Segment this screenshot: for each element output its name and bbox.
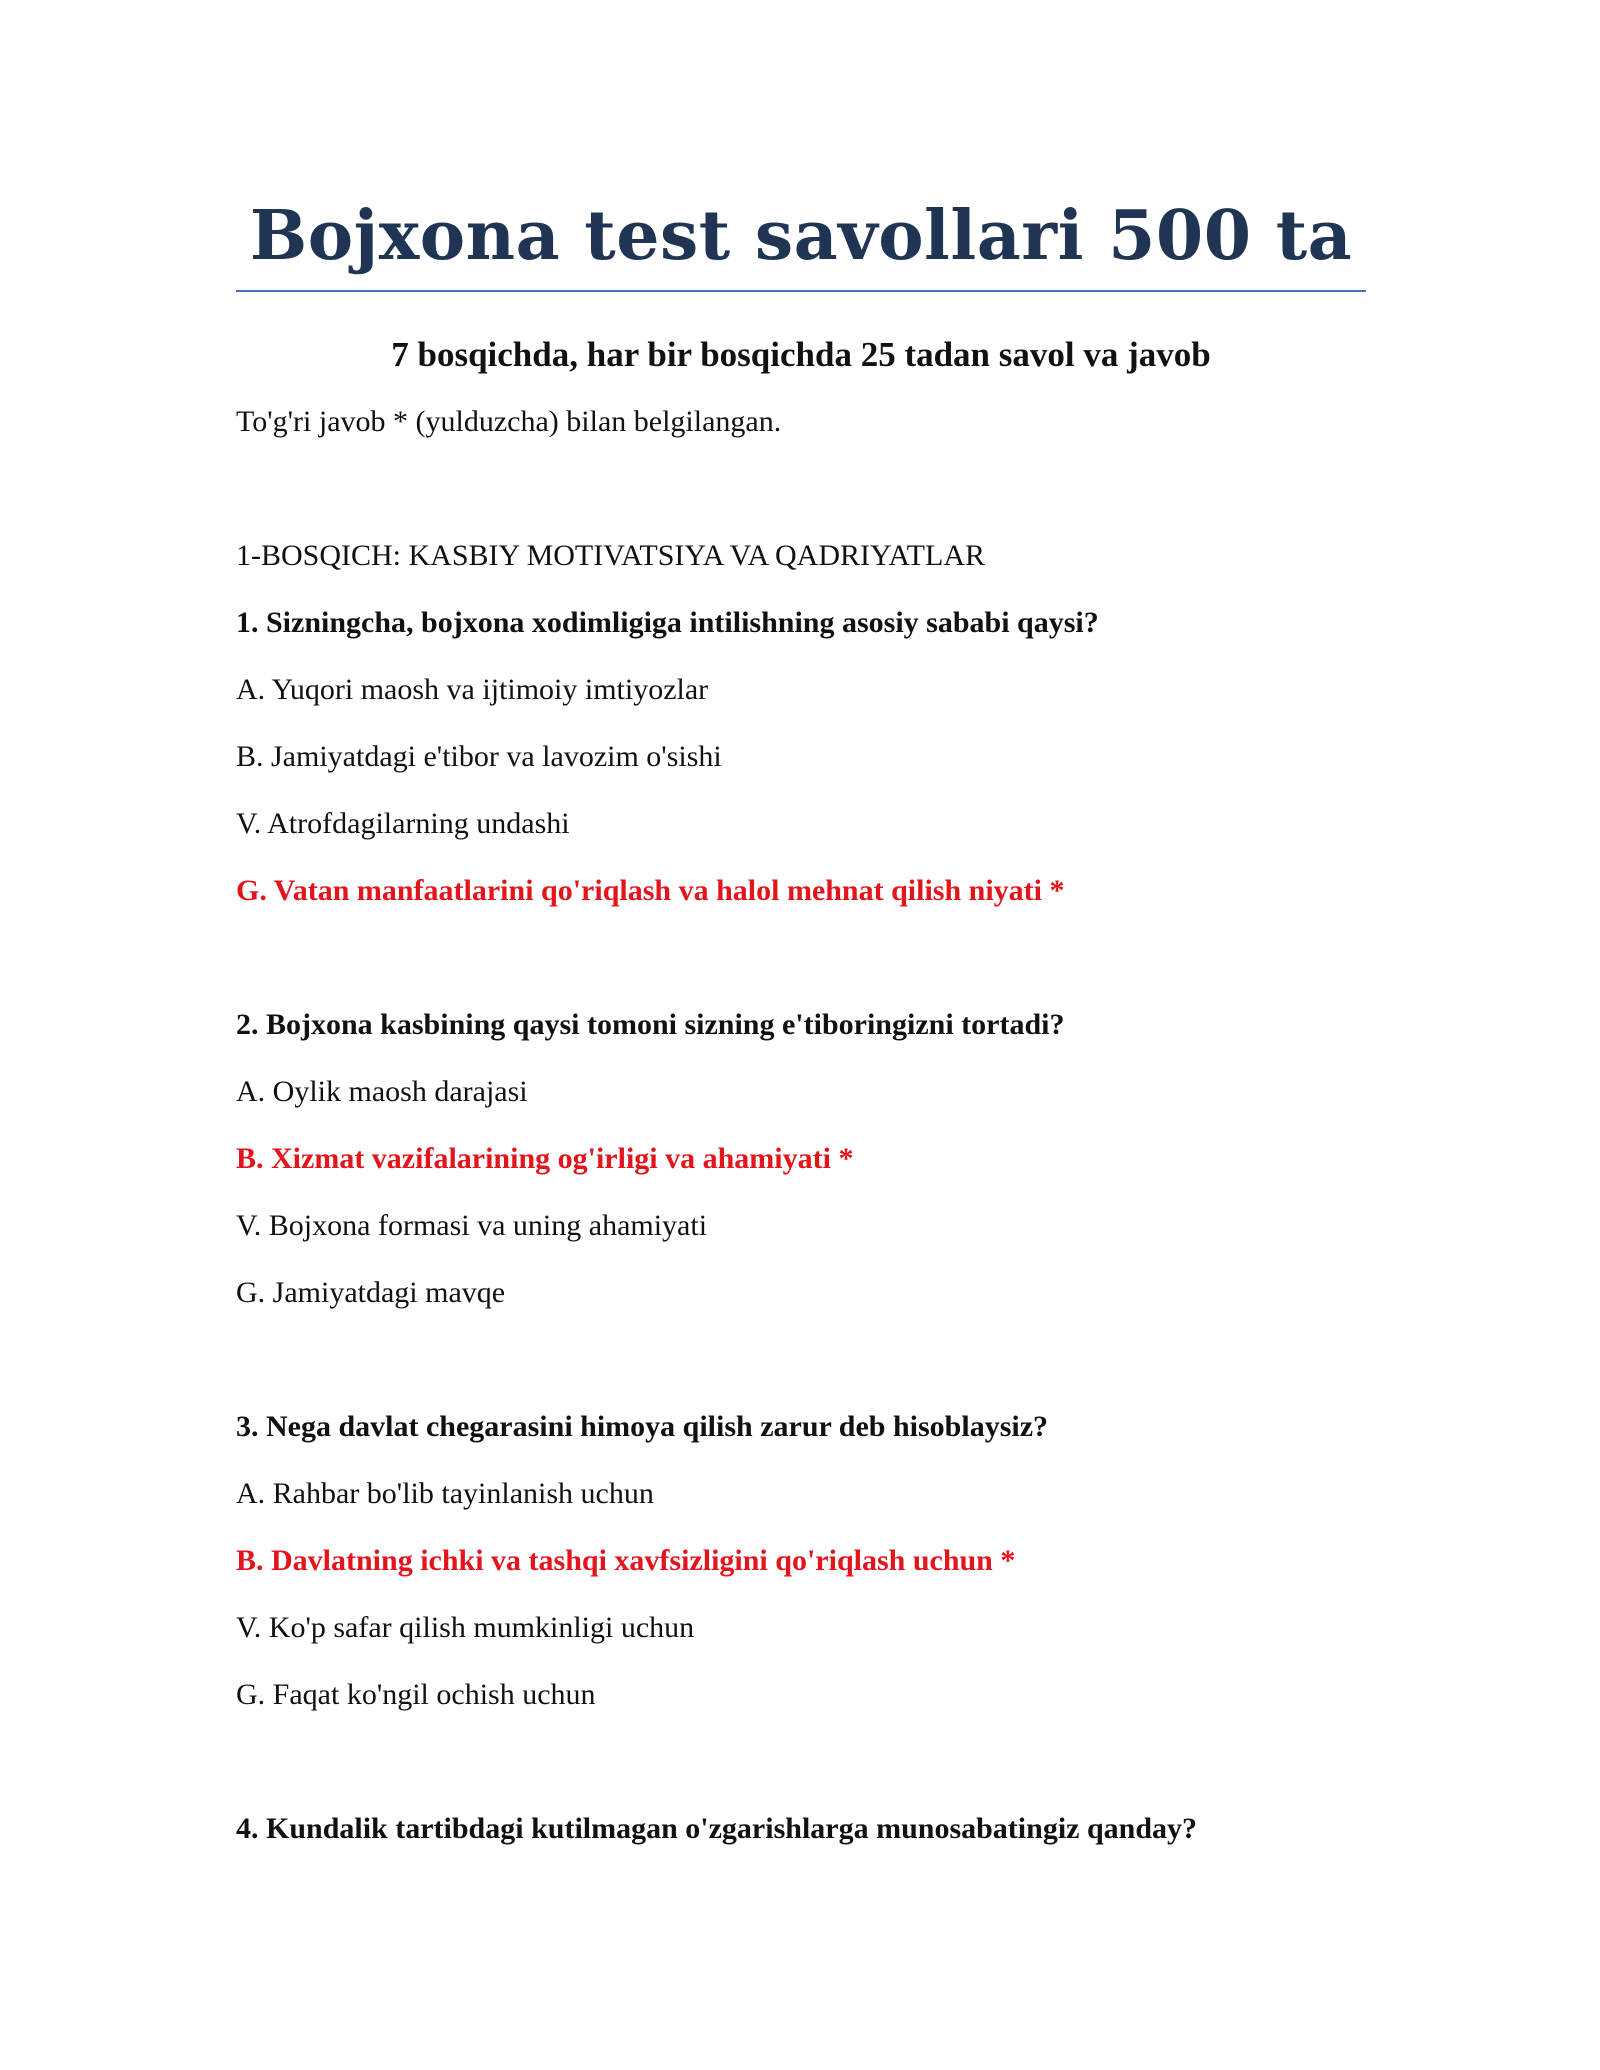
question-4: 4. Kundalik tartibdagi kutilmagan o'zgarishlarga munosabatingiz qanday? (236, 1812, 1198, 1845)
q3-option-b-correct: B. Davlatning ichki va tashqi xavfsizligini qo'riqlash uchun * (236, 1544, 1016, 1577)
q2-option-g: G. Jamiyatdagi mavqe (236, 1276, 506, 1309)
document-title: Bojxona test savollari 500 ta (249, 196, 1353, 276)
q1-option-v: V. Atrofdagilarning undashi (236, 807, 570, 840)
q1-option-g-correct: G. Vatan manfaatlarini qo'riqlash va halol mehnat qilish niyati * (236, 874, 1065, 907)
q1-option-b: B. Jamiyatdagi e'tibor va lavozim o'sishi (236, 740, 722, 773)
document-subtitle: 7 bosqichda, har bir bosqichda 25 tadan savol va javob (391, 335, 1211, 374)
answer-key-note: To'g'ri javob * (yulduzcha) bilan belgilangan. (236, 405, 782, 438)
section-heading: 1-BOSQICH: KASBIY MOTIVATSIYA VA QADRIYATLAR (236, 539, 985, 572)
q3-option-a: A. Rahbar bo'lib tayinlanish uchun (236, 1477, 654, 1510)
question-2: 2. Bojxona kasbining qaysi tomoni sizning e'tiboringizni tortadi? (236, 1008, 1065, 1041)
q2-option-v: V. Bojxona formasi va uning ahamiyati (236, 1209, 708, 1242)
q3-option-g: G. Faqat ko'ngil ochish uchun (236, 1678, 596, 1711)
q3-option-v: V. Ko'p safar qilish mumkinligi uchun (236, 1611, 695, 1644)
title-underline (236, 290, 1366, 292)
q2-option-b-correct: B. Xizmat vazifalarining og'irligi va ahamiyati * (236, 1142, 854, 1175)
q1-option-a: A. Yuqori maosh va ijtimoiy imtiyozlar (236, 673, 709, 706)
q2-option-a: A. Oylik maosh darajasi (236, 1075, 528, 1108)
question-3: 3. Nega davlat chegarasini himoya qilish zarur deb hisoblaysiz? (236, 1410, 1049, 1443)
question-1: 1. Sizningcha, bojxona xodimligiga intilishning asosiy sababi qaysi? (236, 606, 1099, 639)
